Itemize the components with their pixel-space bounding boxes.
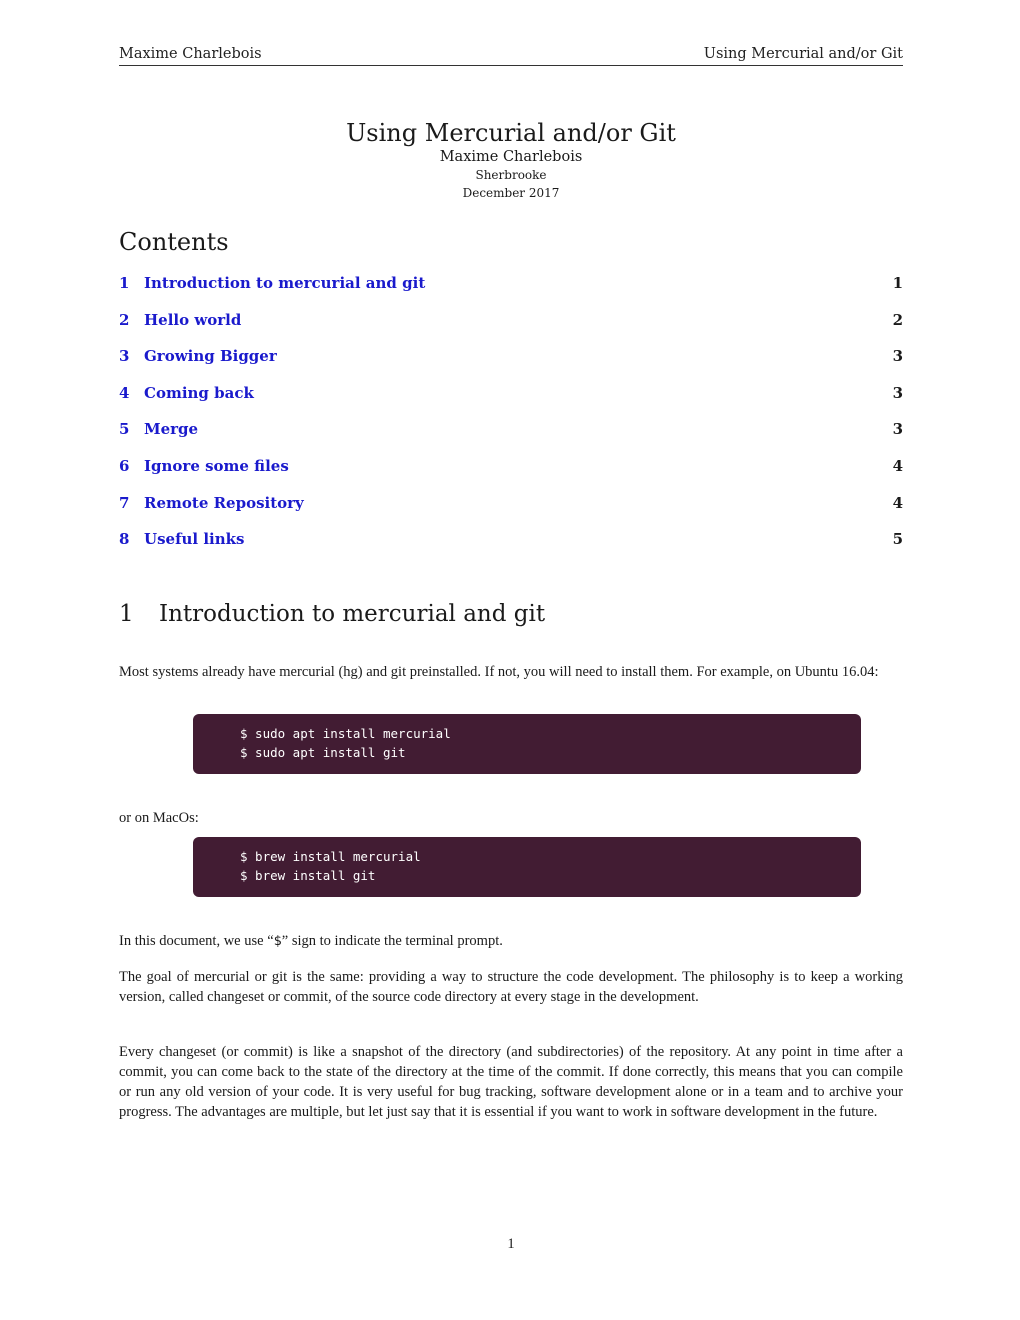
toc-entry-number: 4 (119, 383, 130, 402)
toc-entry-number: 8 (119, 530, 130, 549)
toc-entry-hello-world[interactable] (119, 311, 903, 348)
toc-entry-link[interactable]: Introduction to mercurial and git (144, 274, 426, 292)
contents-heading: Contents (119, 228, 229, 256)
code-line: $ sudo apt install git (240, 744, 406, 760)
header-author: Maxime Charlebois (119, 46, 262, 62)
paragraph-macos: or on MacOs: (119, 810, 199, 826)
toc-entry-page: 1 (892, 274, 903, 292)
toc-entry-number: 5 (119, 420, 130, 439)
toc-entry-page: 4 (892, 456, 903, 475)
toc-entry-page: 3 (892, 347, 903, 366)
table-of-contents (119, 274, 903, 567)
toc-entry-number: 6 (119, 456, 130, 475)
toc-entry-number: 3 (119, 347, 130, 366)
toc-entry-coming-back[interactable] (119, 384, 903, 421)
toc-entry-link[interactable]: Hello world (144, 310, 242, 329)
toc-entry-link[interactable]: Growing Bigger (144, 347, 277, 366)
code-line: $ brew install mercurial (240, 849, 421, 864)
toc-entry-number: 7 (119, 493, 130, 512)
paragraph-terminal-prompt (119, 931, 903, 951)
header-title: Using Mercurial and/or Git (703, 46, 903, 62)
running-header (119, 46, 903, 66)
code-block-macos (193, 837, 861, 897)
toc-entry-link[interactable]: Coming back (144, 383, 254, 402)
paragraph-install: Most systems already have mercurial (hg) and git preinstalled. If not, you will need to install them. For example, on Ubuntu 16.04: (119, 664, 879, 680)
section-title: Introduction to mercurial and git (159, 601, 546, 627)
toc-entry-number: 1 (119, 274, 130, 292)
prompt-text-after: ” sign to indicate the terminal prompt. (281, 933, 503, 949)
toc-entry-link[interactable]: Remote Repository (144, 493, 304, 512)
toc-entry-page: 5 (892, 530, 903, 549)
toc-entry-useful-links[interactable] (119, 530, 903, 567)
toc-entry-ignore-some-files[interactable] (119, 457, 903, 494)
document-author: Maxime Charlebois (439, 149, 583, 165)
code-line: $ brew install git (240, 867, 376, 883)
toc-entry-link[interactable]: Merge (144, 420, 199, 439)
prompt-text-before: In this document, we use “ (119, 933, 274, 949)
toc-entry-page: 3 (892, 420, 903, 439)
toc-entry-introduction[interactable] (119, 274, 903, 311)
toc-entry-merge[interactable] (119, 420, 903, 457)
toc-entry-link[interactable]: Ignore some files (144, 456, 289, 475)
document-place: Sherbrooke (475, 168, 547, 182)
document-title: Using Mercurial and/or Git (346, 119, 676, 147)
toc-entry-page: 4 (892, 493, 903, 512)
page-number: 1 (507, 1236, 515, 1252)
document-date: December 2017 (462, 186, 560, 200)
toc-entry-growing-bigger[interactable] (119, 347, 903, 384)
dollar-sign: $ (273, 933, 282, 949)
paragraph-goal: The goal of mercurial or git is the same: providing a way to structure the code development. The philosophy is to keep a working version, called changeset or commit, of the source code directory at every stage in the development. (119, 969, 903, 1005)
toc-entry-number: 2 (119, 310, 130, 329)
toc-entry-link[interactable]: Useful links (144, 530, 245, 549)
title-block (119, 118, 903, 202)
paragraph-changeset: Every changeset (or commit) is like a snapshot of the directory (and subdirectories) of the repository. At any point in time after a commit, you can come back to the state of the directory at the time of the commit. If done correctly, this means that you can compile or run any old version of your code. It is very useful for bug tracking, software development alone or in a team and to archive your progress. The advantages are multiple, but let just say that it is essential if you want to work in software development in the future. (119, 1044, 903, 1120)
section-number: 1 (119, 601, 134, 627)
toc-entry-remote-repository[interactable] (119, 494, 903, 531)
code-block-ubuntu (193, 714, 861, 774)
toc-entry-page: 2 (892, 310, 903, 329)
section-heading-introduction (119, 601, 545, 627)
code-line: $ sudo apt install mercurial (240, 726, 451, 741)
toc-entry-page: 3 (892, 383, 903, 402)
